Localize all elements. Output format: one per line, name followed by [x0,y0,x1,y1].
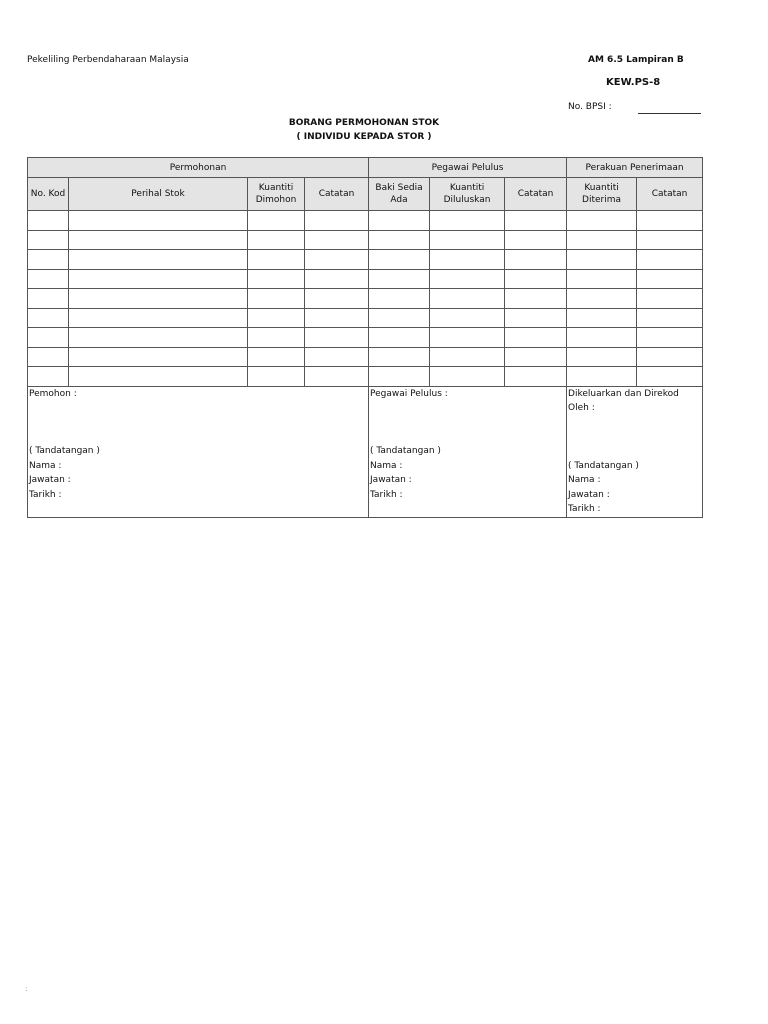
group-header-row [28,158,703,178]
column-header: Kuantiti Diluluskan [430,178,505,211]
table-cell[interactable] [369,308,430,328]
table-cell[interactable] [28,367,69,387]
table-cell[interactable] [567,230,637,250]
table-cell[interactable] [505,347,567,367]
table-cell[interactable] [305,230,369,250]
table-cell[interactable] [28,328,69,348]
table-row [28,328,703,348]
table-cell[interactable] [637,230,703,250]
table-cell[interactable] [69,308,248,328]
table-cell[interactable] [505,230,567,250]
table-cell[interactable] [430,367,505,387]
form-code: KEW.PS-8 [606,77,661,88]
table-cell[interactable] [69,250,248,270]
form-title-line1: BORANG PERMOHONAN STOK [288,118,440,128]
column-header: Catatan [505,178,567,211]
signature-label: ( Tandatangan ) [568,460,639,471]
table-cell[interactable] [430,269,505,289]
position-label: Jawatan : [568,489,610,500]
table-cell[interactable] [305,347,369,367]
group-header: Pegawai Pelulus [369,158,567,178]
table-cell[interactable] [567,308,637,328]
table-cell[interactable] [28,211,69,231]
date-label: Tarikh : [370,489,403,500]
table-cell[interactable] [430,230,505,250]
table-cell[interactable] [305,289,369,309]
column-header: Kuantiti Dimohon [248,178,305,211]
table-cell[interactable] [69,289,248,309]
table-cell[interactable] [28,347,69,367]
table-row [28,367,703,387]
table-cell[interactable] [248,211,305,231]
table-cell[interactable] [248,347,305,367]
table-cell[interactable] [248,250,305,270]
table-cell[interactable] [248,308,305,328]
reference-code: AM 6.5 Lampiran B [588,55,684,65]
group-header: Permohonan [28,158,369,178]
table-cell[interactable] [505,211,567,231]
table-row [28,250,703,270]
table-cell[interactable] [567,211,637,231]
table-cell[interactable] [637,289,703,309]
signature-title: Pegawai Pelulus : [370,388,448,399]
table-cell[interactable] [430,289,505,309]
table-cell[interactable] [637,250,703,270]
signature-block-approver [369,386,567,517]
table-row [28,308,703,328]
table-row [28,347,703,367]
table-cell[interactable] [567,367,637,387]
table-cell[interactable] [305,250,369,270]
table-cell[interactable] [69,269,248,289]
table-cell[interactable] [430,211,505,231]
name-label: Nama : [29,460,62,471]
table-cell[interactable] [248,289,305,309]
table-cell[interactable] [430,308,505,328]
signature-title: Dikeluarkan dan Direkod Oleh : [568,388,679,413]
table-cell[interactable] [369,367,430,387]
column-header: Baki Sedia Ada [369,178,430,211]
table-cell[interactable] [28,230,69,250]
table-cell[interactable] [248,328,305,348]
table-cell[interactable] [28,250,69,270]
table-cell[interactable] [567,328,637,348]
form-title-line2: ( INDIVIDU KEPADA STOR ) [296,132,432,142]
table-row [28,289,703,309]
table-cell[interactable] [305,367,369,387]
table-cell[interactable] [637,308,703,328]
bpsi-field[interactable] [638,113,701,114]
table-cell[interactable] [505,367,567,387]
position-label: Jawatan : [29,475,71,485]
signature-label: ( Tandatangan ) [370,446,441,456]
stock-request-table [27,157,703,518]
table-cell[interactable] [369,269,430,289]
table-row [28,269,703,289]
group-header: Perakuan Penerimaan [567,158,703,178]
footer-mark: : [25,985,28,993]
table-cell[interactable] [505,269,567,289]
table-cell[interactable] [567,347,637,367]
table-cell[interactable] [637,211,703,231]
table-cell[interactable] [567,269,637,289]
column-header: Catatan [637,178,703,211]
table-cell[interactable] [369,230,430,250]
table-cell[interactable] [637,269,703,289]
table-cell[interactable] [505,250,567,270]
table-cell[interactable] [69,230,248,250]
position-label: Jawatan : [370,475,412,485]
name-label: Nama : [568,475,601,485]
signature-block-issuer [567,386,703,517]
table-row [28,230,703,250]
table-cell[interactable] [637,328,703,348]
column-header: No. Kod [28,178,69,211]
table-cell[interactable] [637,367,703,387]
table-cell[interactable] [369,250,430,270]
column-header: Perihal Stok [69,178,248,211]
circular-title: Pekeliling Perbendaharaan Malaysia [27,55,189,65]
signature-row [28,386,703,517]
table-cell[interactable] [369,347,430,367]
date-label: Tarikh : [568,504,601,514]
table-cell[interactable] [505,289,567,309]
table-cell[interactable] [637,347,703,367]
bpsi-label: No. BPSI : [568,102,612,112]
table-cell[interactable] [567,289,637,309]
table-cell[interactable] [248,367,305,387]
signature-title: Pemohon : [29,388,77,399]
table-cell[interactable] [69,367,248,387]
table-cell[interactable] [505,328,567,348]
table-cell[interactable] [305,308,369,328]
table-cell[interactable] [28,269,69,289]
table-cell[interactable] [305,211,369,231]
table-cell[interactable] [305,328,369,348]
table-row [28,211,703,231]
table-cell[interactable] [248,269,305,289]
column-header-row [28,178,703,211]
table-cell[interactable] [369,328,430,348]
table-cell[interactable] [69,328,248,348]
table-cell[interactable] [248,230,305,250]
table-cell[interactable] [305,269,369,289]
signature-label: ( Tandatangan ) [29,446,100,456]
table-cell[interactable] [28,308,69,328]
table-cell[interactable] [567,250,637,270]
form-title [0,116,728,144]
table-cell[interactable] [505,308,567,328]
column-header: Kuantiti Diterima [567,178,637,211]
table-cell[interactable] [69,211,248,231]
signature-block-requester [28,386,369,517]
table-cell[interactable] [430,347,505,367]
table-cell[interactable] [430,328,505,348]
table-cell[interactable] [369,211,430,231]
column-header: Catatan [305,178,369,211]
table-cell[interactable] [430,250,505,270]
date-label: Tarikh : [29,489,62,500]
name-label: Nama : [370,460,403,471]
table-cell[interactable] [28,289,69,309]
table-cell[interactable] [369,289,430,309]
table-cell[interactable] [69,347,248,367]
